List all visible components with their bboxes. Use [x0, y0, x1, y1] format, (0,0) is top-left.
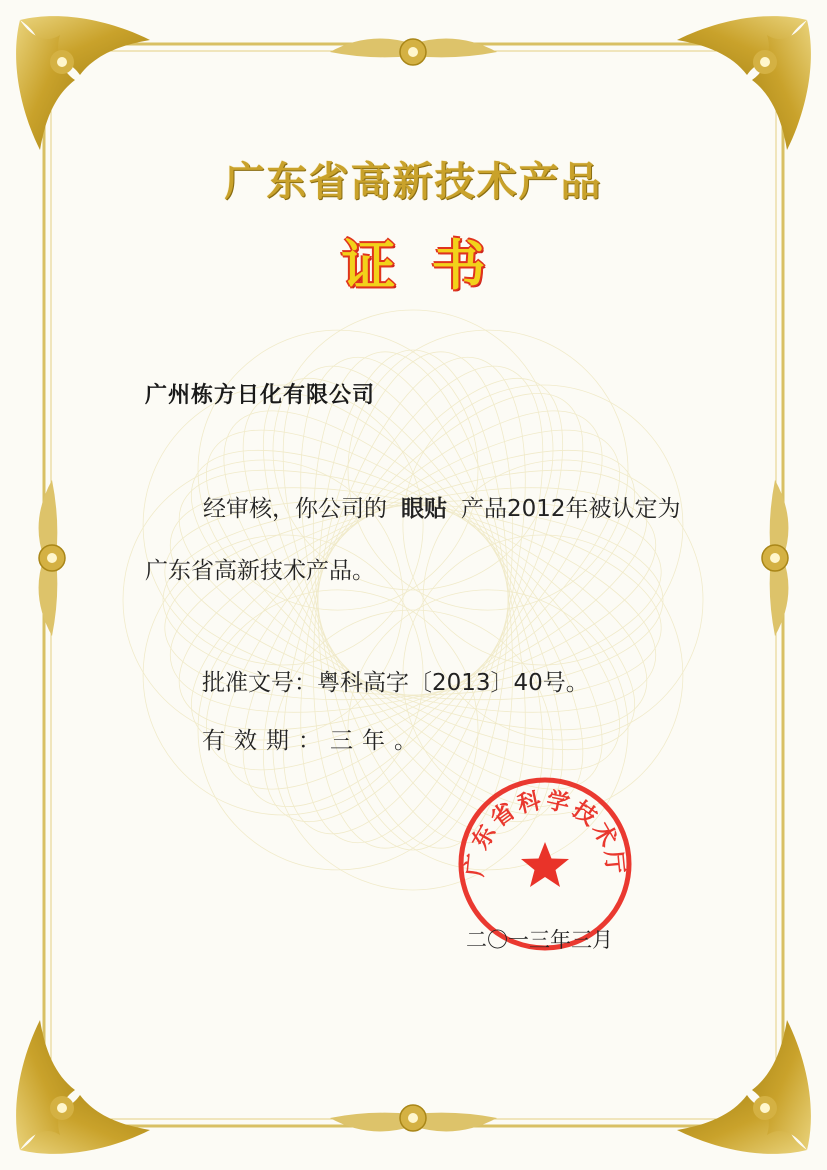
corner-ornament-top-right — [677, 16, 811, 150]
certificate-title: 广东省高新技术产品 — [224, 159, 603, 205]
issue-date: 二〇一三年三月 — [466, 928, 613, 952]
corner-ornament-bottom-left — [16, 1020, 150, 1154]
body-suffix: 产品2012年被认定为广东省高新技术产品。 — [145, 496, 681, 584]
product-name: 眼贴 — [401, 495, 447, 522]
seal-text: 广东省科学技术厅 — [461, 786, 629, 878]
seal-star-icon — [521, 842, 569, 887]
validity-period: 有效期：三年。 — [202, 728, 426, 754]
medallion-left — [39, 480, 65, 636]
body-prefix: 经审核，你公司的 — [203, 496, 387, 522]
approval-number: 批准文号：粤科高字〔2013〕40号。 — [202, 670, 589, 696]
corner-ornament-bottom-right — [677, 1020, 811, 1154]
medallion-right — [762, 480, 788, 636]
medallion-top — [330, 39, 497, 65]
certificate-subtitle: 证书 — [341, 233, 522, 297]
company-name: 广州栋方日化有限公司 — [145, 382, 376, 408]
certificate-body — [145, 478, 690, 602]
medallion-bottom — [330, 1105, 497, 1131]
corner-ornament-top-left — [16, 16, 150, 150]
